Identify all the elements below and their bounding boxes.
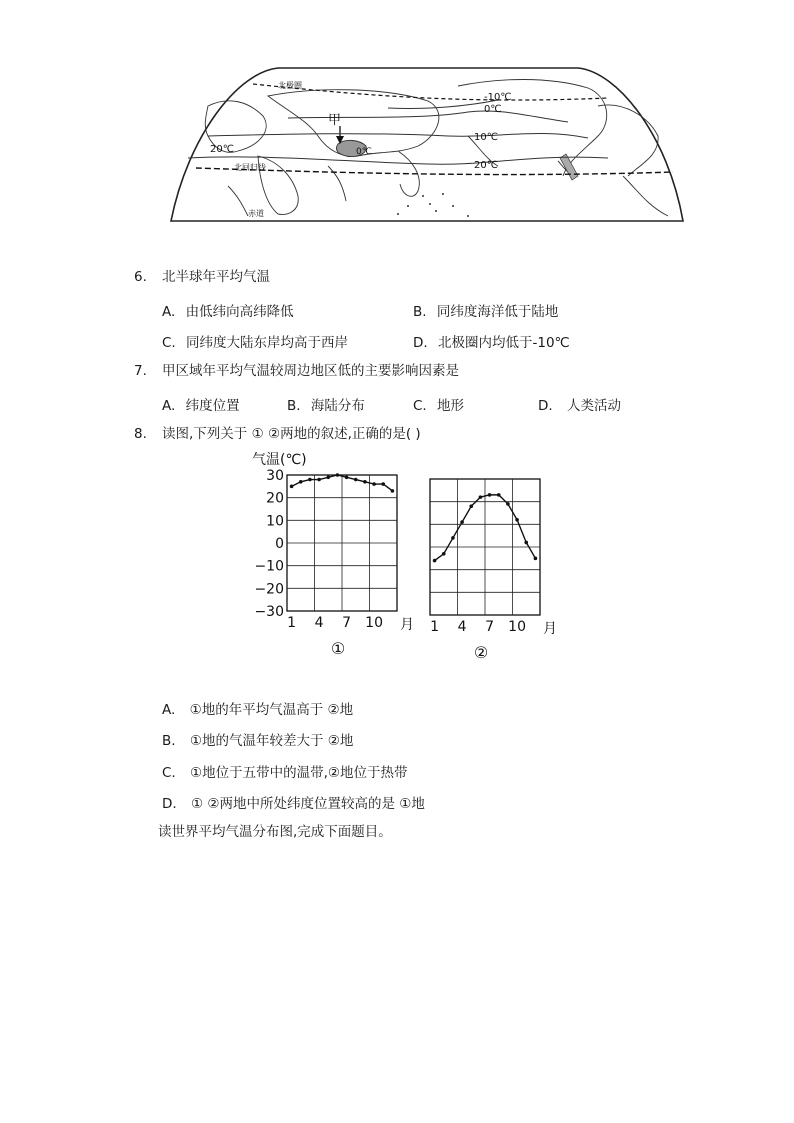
option-6a[interactable]	[162, 300, 294, 320]
option-letter: A.	[162, 304, 176, 320]
isotherm-label-0-jia: 0℃	[356, 147, 372, 157]
option-text: ①地的气温年较差大于 ②地	[189, 733, 354, 749]
isotherm-label-neg10: -10℃	[484, 92, 512, 103]
option-8c[interactable]	[162, 761, 408, 781]
isotherm-label-20-east: 20℃	[474, 160, 498, 171]
option-letter: D.	[162, 796, 177, 812]
y-tick-label: 20	[266, 490, 284, 507]
option-text: 同纬度海洋低于陆地	[436, 304, 559, 320]
option-text: 纬度位置	[185, 398, 240, 414]
x-tick-label: 10	[508, 619, 526, 635]
option-letter: B.	[413, 304, 427, 320]
option-7a[interactable]	[162, 394, 240, 414]
question-stem: 读图,下列关于 ① ②两地的叙述,正确的是( )	[162, 426, 421, 442]
option-7c[interactable]	[413, 394, 464, 414]
x-tick-label: 10	[365, 615, 383, 631]
chart-caption: ①	[330, 639, 346, 658]
question-number: 8.	[134, 426, 147, 442]
data-point	[372, 482, 376, 486]
option-6c[interactable]	[162, 331, 348, 351]
data-point	[326, 475, 330, 479]
question-number: 6.	[134, 269, 147, 285]
option-8a[interactable]	[162, 698, 353, 718]
isotherm-label-10: 10℃	[474, 132, 498, 143]
isotherm-label-0-east: 0℃	[484, 104, 502, 115]
arctic-circle-label: 北极圈	[278, 81, 302, 90]
data-point	[451, 536, 455, 540]
option-text: ①地的年平均气温高于 ②地	[189, 702, 354, 718]
data-point	[290, 485, 294, 489]
chart-caption: ②	[473, 643, 489, 662]
data-point	[469, 504, 473, 508]
option-letter: C.	[162, 765, 176, 781]
y-tick-label: 0	[275, 536, 284, 552]
option-letter: D.	[413, 335, 428, 351]
x-tick-label: 1	[430, 619, 440, 635]
data-point	[354, 478, 358, 482]
map-frame	[171, 68, 683, 221]
data-point	[308, 478, 312, 482]
y-tick-label: 10	[266, 513, 284, 530]
y-axis-label: 气温(℃)	[252, 452, 307, 468]
data-point	[497, 493, 501, 497]
question-stem: 甲区域年平均气温较周边地区低的主要影响因素是	[162, 363, 459, 379]
option-7d[interactable]	[538, 394, 621, 414]
option-letter: D.	[538, 398, 553, 414]
data-point	[442, 552, 446, 556]
data-point	[460, 520, 464, 524]
option-text: 地形	[437, 398, 465, 414]
option-letter: C.	[413, 398, 427, 414]
temperature-charts	[250, 446, 560, 664]
option-letter: B.	[287, 398, 301, 414]
option-text: 北极圈内均低于-10℃	[437, 335, 570, 351]
y-tick-label: −10	[254, 558, 284, 575]
data-point	[479, 495, 483, 499]
data-point	[299, 480, 303, 484]
question-stem: 北半球年平均气温	[162, 269, 270, 285]
option-text: 海陆分布	[310, 398, 365, 414]
data-point	[433, 559, 437, 563]
isotherm-label-20-west: 20℃	[210, 144, 234, 155]
data-point	[345, 475, 349, 479]
data-point	[391, 489, 395, 493]
data-point	[515, 518, 519, 522]
x-tick-label: 4	[314, 615, 324, 631]
option-text: 人类活动	[566, 398, 621, 414]
option-letter: A.	[162, 398, 176, 414]
x-tick-label: 7	[485, 619, 495, 635]
question-number: 7.	[134, 363, 147, 379]
option-letter: B.	[162, 733, 176, 749]
option-letter: C.	[162, 335, 176, 351]
footer-text: 读世界平均气温分布图,完成下面题目。	[158, 824, 392, 840]
data-point	[524, 541, 528, 545]
data-point	[336, 473, 340, 477]
data-point	[363, 480, 367, 484]
footer-instruction	[158, 823, 392, 841]
option-7b[interactable]	[287, 394, 365, 414]
data-point	[506, 502, 510, 506]
option-8b[interactable]	[162, 729, 353, 749]
option-text: 同纬度大陆东岸均高于西岸	[186, 335, 349, 351]
y-tick-label: −20	[254, 581, 284, 598]
jia-label: 甲	[328, 113, 342, 128]
option-6d[interactable]	[413, 331, 570, 351]
equator-label: 赤道	[248, 209, 264, 218]
world-temperature-map	[168, 66, 686, 224]
x-axis-label: 月	[543, 621, 557, 637]
y-tick-label: 30	[266, 468, 284, 484]
y-tick-label: −30	[254, 604, 284, 620]
option-text: ①地位于五带中的温带,②地位于热带	[190, 765, 408, 781]
data-point	[534, 557, 538, 561]
option-8d[interactable]	[162, 792, 425, 812]
option-text: 由低纬向高纬降低	[185, 304, 294, 320]
x-tick-label: 4	[457, 619, 467, 635]
data-point	[381, 482, 385, 486]
option-text: ① ②两地中所处纬度位置较高的是 ①地	[190, 796, 425, 812]
option-letter: A.	[162, 702, 176, 718]
option-6b[interactable]	[413, 300, 558, 320]
x-axis-label: 月	[400, 617, 414, 633]
data-point	[317, 478, 321, 482]
data-point	[488, 493, 492, 497]
x-tick-label: 1	[287, 615, 297, 631]
x-tick-label: 7	[342, 615, 352, 631]
tropic-label: 北回归线	[234, 163, 266, 172]
